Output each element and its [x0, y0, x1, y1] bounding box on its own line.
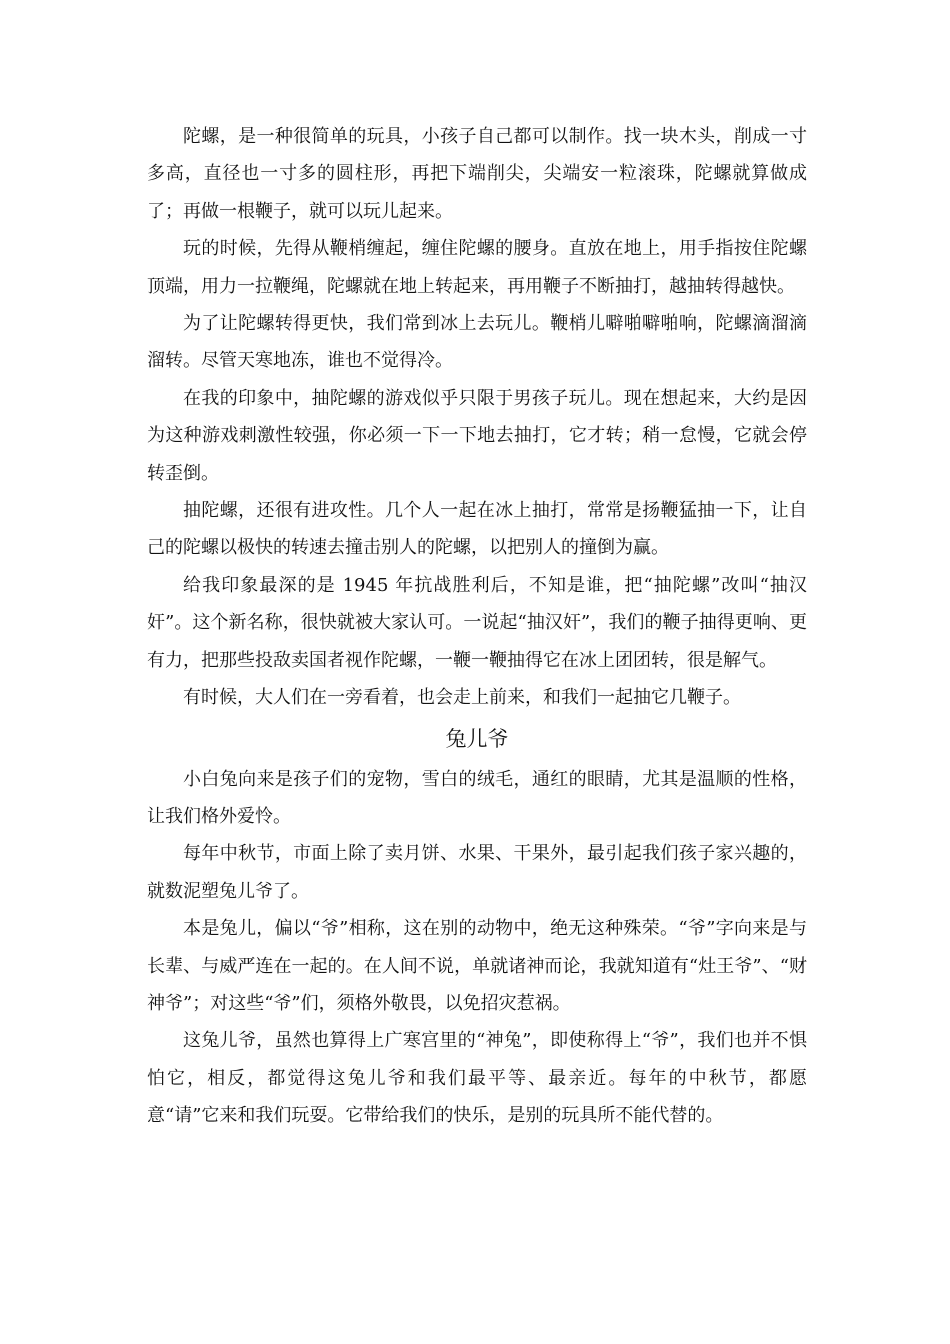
paragraph: 在我的印象中，抽陀螺的游戏似乎只限于男孩子玩儿。现在想起来，大约是因为这种游戏刺激性较强，你必须一下一下地去抽打，它才转；稍一怠慢，它就会停转歪倒。 [147, 387, 807, 484]
paragraph: 玩的时候，先得从鞭梢缠起，缠住陀螺的腰身。直放在地上，用手指按住陀螺顶端，用力一拉鞭绳，陀螺就在地上转起来，再用鞭子不断抽打，越抽转得越快。 [147, 238, 807, 297]
document-page [147, 118, 807, 1135]
paragraph: 给我印象最深的是 1945 年抗战胜利后，不知是谁，把“抽陀螺”改叫“抽汉奸”。这个新名称，很快就被大家认可。一说起“抽汉奸”，我们的鞭子抽得更响、更有力，把那些投敌卖国者视作陀螺，一鞭一鞭抽得它在冰上团团转，很是解气。 [147, 574, 807, 671]
paragraph: 本是兔儿，偏以“爷”相称，这在别的动物中，绝无这种殊荣。“爷”字向来是与长辈、与威严连在一起的。在人间不说，单就诸神而论，我就知道有“灶王爷”、“财神爷”；对这些“爷”们，须格外敬畏，以免招灾惹祸。 [147, 918, 807, 1014]
paragraph: 有时候，大人们在一旁看着，也会走上前来，和我们一起抽它几鞭子。 [183, 687, 741, 709]
paragraph: 小白兔向来是孩子们的宠物，雪白的绒毛，通红的眼睛，尤其是温顺的性格，让我们格外爱怜。 [147, 768, 807, 827]
paragraph: 这兔儿爷，虽然也算得上广寒宫里的“神兔”，即使称得上“爷”，我们也并不惧怕它，相反，都觉得这兔儿爷和我们最平等、最亲近。每年的中秋节，都愿意“请”它来和我们玩耍。它带给我们的快乐，是别的玩具所不能代替的。 [147, 1030, 807, 1127]
section-title: 兔儿爷 [445, 726, 509, 751]
article-tuerye [147, 717, 807, 1135]
paragraph: 抽陀螺，还很有进攻性。几个人一起在冰上抽打，常常是扬鞭猛抽一下，让自己的陀螺以极快的转速去撞击别人的陀螺，以把别人的撞倒为赢。 [147, 500, 807, 559]
paragraph: 陀螺，是一种很简单的玩具，小孩子自己都可以制作。找一块木头，削成一寸多高，直径也一寸多的圆柱形，再把下端削尖，尖端安一粒滚珠，陀螺就算做成了；再做一根鞭子，就可以玩儿起来。 [147, 126, 807, 222]
paragraph: 为了让陀螺转得更快，我们常到冰上去玩儿。鞭梢儿噼啪噼啪响，陀螺滴溜滴溜转。尽管天寒地冻，谁也不觉得冷。 [147, 313, 807, 372]
paragraph: 每年中秋节，市面上除了卖月饼、水果、干果外，最引起我们孩子家兴趣的，就数泥塑兔儿爷了。 [147, 843, 807, 902]
article-tuoluo [147, 118, 807, 717]
